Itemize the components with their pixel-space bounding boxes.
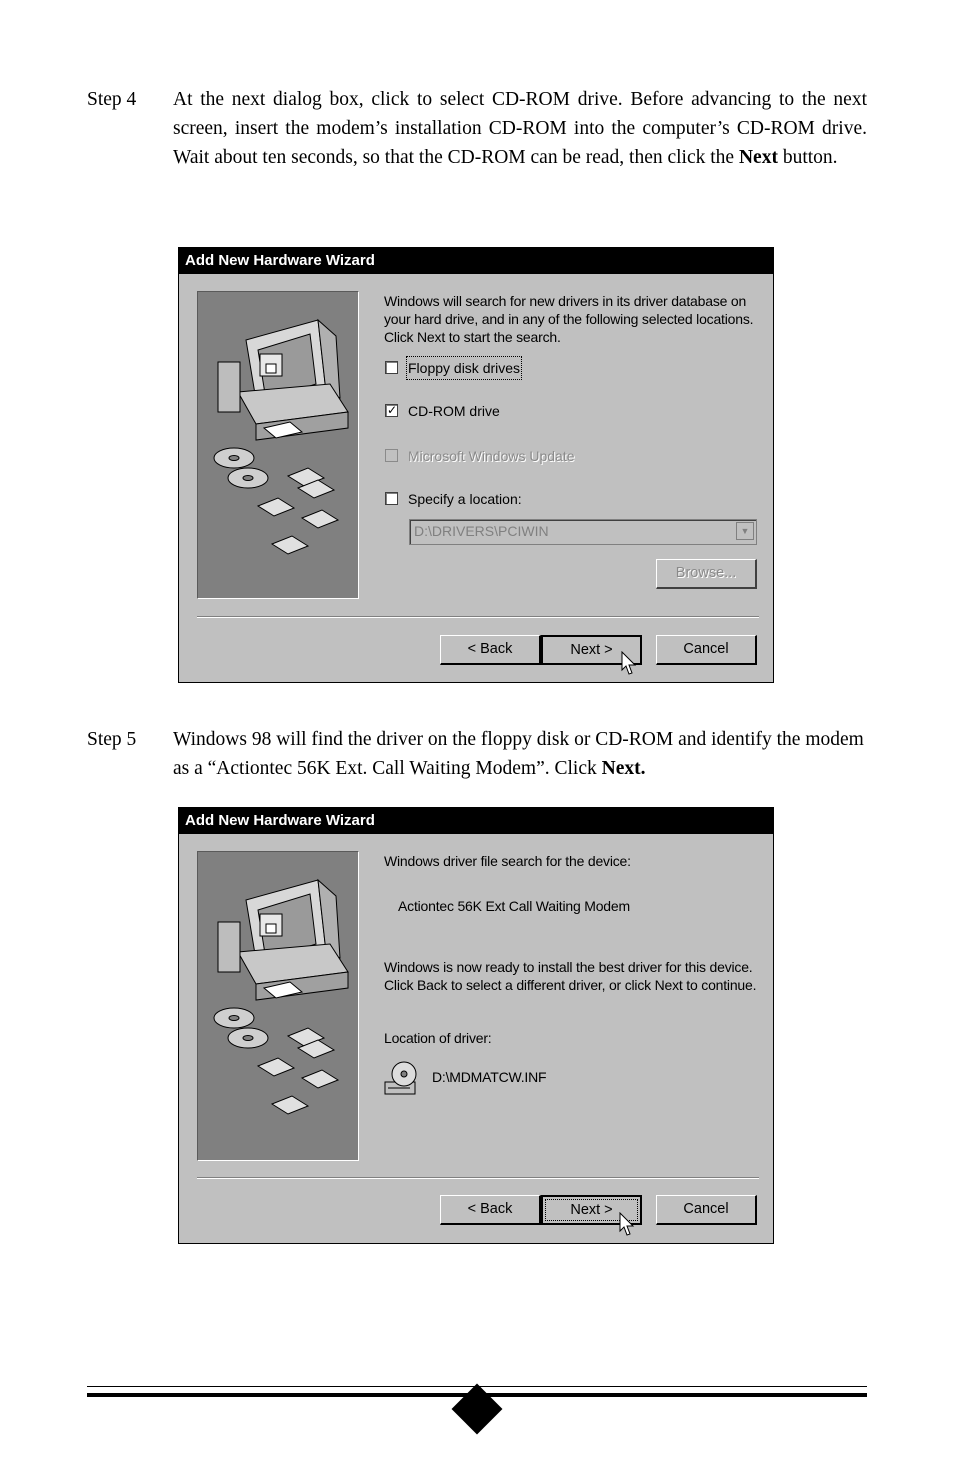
back-button[interactable]: < Back — [440, 1195, 541, 1225]
diamond-ornament — [452, 1384, 503, 1435]
checkbox — [385, 449, 398, 462]
separator-line — [197, 1177, 759, 1179]
wizard-illustration — [197, 851, 359, 1161]
cancel-button[interactable]: Cancel — [656, 1195, 757, 1225]
wizard-dialog-driver-found — [178, 807, 774, 1244]
dialog-title-bar: Add New Hardware Wizard — [179, 808, 773, 834]
search-label: Windows driver file search for the device: — [384, 853, 631, 869]
step-4-text: At the next dialog box, click to select CD-ROM drive. Before advancing to the next screen, insert the modem’s installation CD-ROM into the computer’s CD-ROM drive. Wait about ten seconds, so that the CD-ROM can be read, then click the Next button. — [173, 89, 867, 168]
driver-path: D:\MDMATCW.INF — [432, 1069, 547, 1085]
computer-with-discs-illustration — [198, 852, 358, 1158]
step-4-label: Step 4 — [87, 89, 137, 110]
step-5-label: Step 5 — [87, 729, 137, 750]
checkbox[interactable] — [385, 361, 398, 374]
option-label: Floppy disk drives — [408, 360, 521, 376]
back-button[interactable]: < Back — [440, 635, 541, 665]
device-name: Actiontec 56K Ext Call Waiting Modem — [398, 898, 630, 914]
step-5-text: Windows 98 will find the driver on the floppy disk or CD-ROM and identify the modem as a “Actiontec 56K Ext. Call Waiting Modem”. Click Next. — [173, 729, 864, 779]
checkmark-icon: ✓ — [387, 403, 398, 417]
arrow-cursor-icon — [619, 1212, 635, 1238]
location-label: Location of driver: — [384, 1030, 492, 1046]
option-label: Specify a location: — [408, 491, 522, 507]
location-dropdown — [409, 519, 757, 545]
checkbox[interactable] — [385, 404, 398, 417]
wizard-dialog-location — [178, 247, 774, 683]
search-instructions: Windows will search for new drivers in its driver database on your hard drive, and in any of the following selected locations. Click Next to start the search. — [384, 293, 754, 345]
next-button[interactable]: Next > — [541, 1195, 642, 1225]
option-label: Microsoft Windows Update — [408, 448, 575, 464]
computer-with-discs-illustration — [198, 292, 358, 598]
wizard-illustration — [197, 291, 359, 599]
dropdown-arrow-icon: ▼ — [736, 522, 754, 540]
checkbox[interactable] — [385, 492, 398, 505]
cd-drive-icon — [384, 1060, 420, 1096]
arrow-cursor-icon — [621, 651, 637, 677]
next-button[interactable]: Next > — [541, 635, 642, 665]
cancel-button[interactable]: Cancel — [656, 635, 757, 665]
dialog-title-bar: Add New Hardware Wizard — [179, 248, 773, 274]
ready-text: Windows is now ready to install the best driver for this device. Click Back to select a different driver, or click Next to continue. — [384, 959, 757, 993]
location-value: D:\DRIVERS\PCIWIN — [414, 523, 549, 539]
separator-line — [197, 616, 759, 618]
browse-button: Browse... — [656, 559, 757, 589]
option-label: CD-ROM drive — [408, 403, 500, 419]
